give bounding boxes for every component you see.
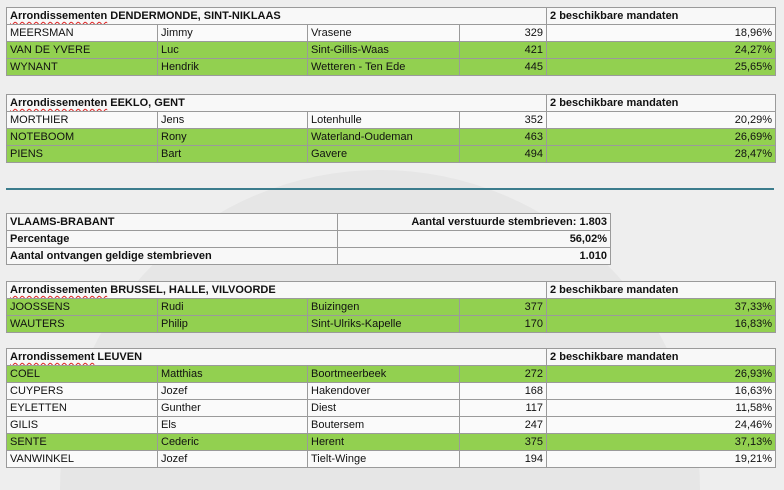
table-row <box>7 383 776 400</box>
first-name: Rudi <box>158 299 308 316</box>
results-table-leuven <box>6 348 776 468</box>
percentage: 26,93% <box>547 366 776 383</box>
place: Sint-Gillis-Waas <box>308 42 460 59</box>
table-row <box>7 316 776 333</box>
section-title: Arrondissement LEUVEN <box>7 349 547 366</box>
section-divider <box>6 188 774 190</box>
first-name: Gunther <box>158 400 308 417</box>
section-title: Arrondissementen EEKLO, GENT <box>7 95 547 112</box>
percentage: 26,69% <box>547 129 776 146</box>
place: Sint-Ulriks-Kapelle <box>308 316 460 333</box>
place: Buizingen <box>308 299 460 316</box>
last-name: WAUTERS <box>7 316 158 333</box>
received-ballots-value: 1.010 <box>338 248 611 265</box>
votes: 421 <box>460 42 547 59</box>
received-ballots-label: Aantal ontvangen geldige stembrieven <box>7 248 338 265</box>
first-name: Hendrik <box>158 59 308 76</box>
mandates-label: 2 beschikbare mandaten <box>547 282 776 299</box>
first-name: Jens <box>158 112 308 129</box>
summary-table-vlaams-brabant <box>6 213 611 265</box>
place: Gavere <box>308 146 460 163</box>
last-name: MEERSMAN <box>7 25 158 42</box>
last-name: VANWINKEL <box>7 451 158 468</box>
place: Boortmeerbeek <box>308 366 460 383</box>
first-name: Cederic <box>158 434 308 451</box>
place: Lotenhulle <box>308 112 460 129</box>
table-row <box>7 299 776 316</box>
last-name: NOTEBOOM <box>7 129 158 146</box>
place: Boutersem <box>308 417 460 434</box>
table-header <box>7 349 776 366</box>
votes: 377 <box>460 299 547 316</box>
percentage: 18,96% <box>547 25 776 42</box>
last-name: JOOSSENS <box>7 299 158 316</box>
votes: 272 <box>460 366 547 383</box>
table-row <box>7 366 776 383</box>
table-row <box>7 146 776 163</box>
votes: 170 <box>460 316 547 333</box>
table-header <box>7 282 776 299</box>
last-name: COEL <box>7 366 158 383</box>
percentage: 19,21% <box>547 451 776 468</box>
place: Waterland-Oudeman <box>308 129 460 146</box>
last-name: VAN DE YVERE <box>7 42 158 59</box>
place: Tielt-Winge <box>308 451 460 468</box>
last-name: WYNANT <box>7 59 158 76</box>
table-row <box>7 112 776 129</box>
table-header <box>7 8 776 25</box>
percentage: 25,65% <box>547 59 776 76</box>
results-table-dendermonde <box>6 7 776 76</box>
table-row <box>7 417 776 434</box>
percentage-label: Percentage <box>7 231 338 248</box>
percentage: 11,58% <box>547 400 776 417</box>
percentage: 24,46% <box>547 417 776 434</box>
votes: 168 <box>460 383 547 400</box>
first-name: Matthias <box>158 366 308 383</box>
percentage: 16,83% <box>547 316 776 333</box>
first-name: Jozef <box>158 383 308 400</box>
percentage: 37,33% <box>547 299 776 316</box>
votes: 375 <box>460 434 547 451</box>
votes: 445 <box>460 59 547 76</box>
results-table-brussel-halle-vilvoorde <box>6 281 776 333</box>
summary-header <box>7 214 611 231</box>
votes: 117 <box>460 400 547 417</box>
place: Vrasene <box>308 25 460 42</box>
last-name: GILIS <box>7 417 158 434</box>
table-row <box>7 25 776 42</box>
section-title: Arrondissementen DENDERMONDE, SINT-NIKLAAS <box>7 8 547 25</box>
percentage: 28,47% <box>547 146 776 163</box>
place: Hakendover <box>308 383 460 400</box>
table-row <box>7 400 776 417</box>
percentage: 20,29% <box>547 112 776 129</box>
sent-ballots-label: Aantal verstuurde stembrieven: 1.803 <box>338 214 611 231</box>
percentage-value: 56,02% <box>338 231 611 248</box>
place: Herent <box>308 434 460 451</box>
place: Diest <box>308 400 460 417</box>
first-name: Bart <box>158 146 308 163</box>
table-row <box>7 42 776 59</box>
votes: 352 <box>460 112 547 129</box>
first-name: Jozef <box>158 451 308 468</box>
last-name: SENTE <box>7 434 158 451</box>
table-row <box>7 59 776 76</box>
table-row <box>7 129 776 146</box>
table-row <box>7 451 776 468</box>
first-name: Jimmy <box>158 25 308 42</box>
mandates-label: 2 beschikbare mandaten <box>547 8 776 25</box>
first-name: Philip <box>158 316 308 333</box>
mandates-label: 2 beschikbare mandaten <box>547 95 776 112</box>
first-name: Luc <box>158 42 308 59</box>
place: Wetteren - Ten Ede <box>308 59 460 76</box>
table-row <box>7 434 776 451</box>
votes: 494 <box>460 146 547 163</box>
table-header <box>7 95 776 112</box>
votes: 329 <box>460 25 547 42</box>
section-title: Arrondissementen BRUSSEL, HALLE, VILVOORDE <box>7 282 547 299</box>
percentage: 16,63% <box>547 383 776 400</box>
summary-row <box>7 231 611 248</box>
percentage: 37,13% <box>547 434 776 451</box>
results-table-eeklo-gent <box>6 94 776 163</box>
last-name: EYLETTEN <box>7 400 158 417</box>
mandates-label: 2 beschikbare mandaten <box>547 349 776 366</box>
votes: 194 <box>460 451 547 468</box>
last-name: PIENS <box>7 146 158 163</box>
votes: 247 <box>460 417 547 434</box>
last-name: MORTHIER <box>7 112 158 129</box>
percentage: 24,27% <box>547 42 776 59</box>
last-name: CUYPERS <box>7 383 158 400</box>
summary-row <box>7 248 611 265</box>
summary-title: VLAAMS-BRABANT <box>7 214 338 231</box>
first-name: Els <box>158 417 308 434</box>
votes: 463 <box>460 129 547 146</box>
first-name: Rony <box>158 129 308 146</box>
